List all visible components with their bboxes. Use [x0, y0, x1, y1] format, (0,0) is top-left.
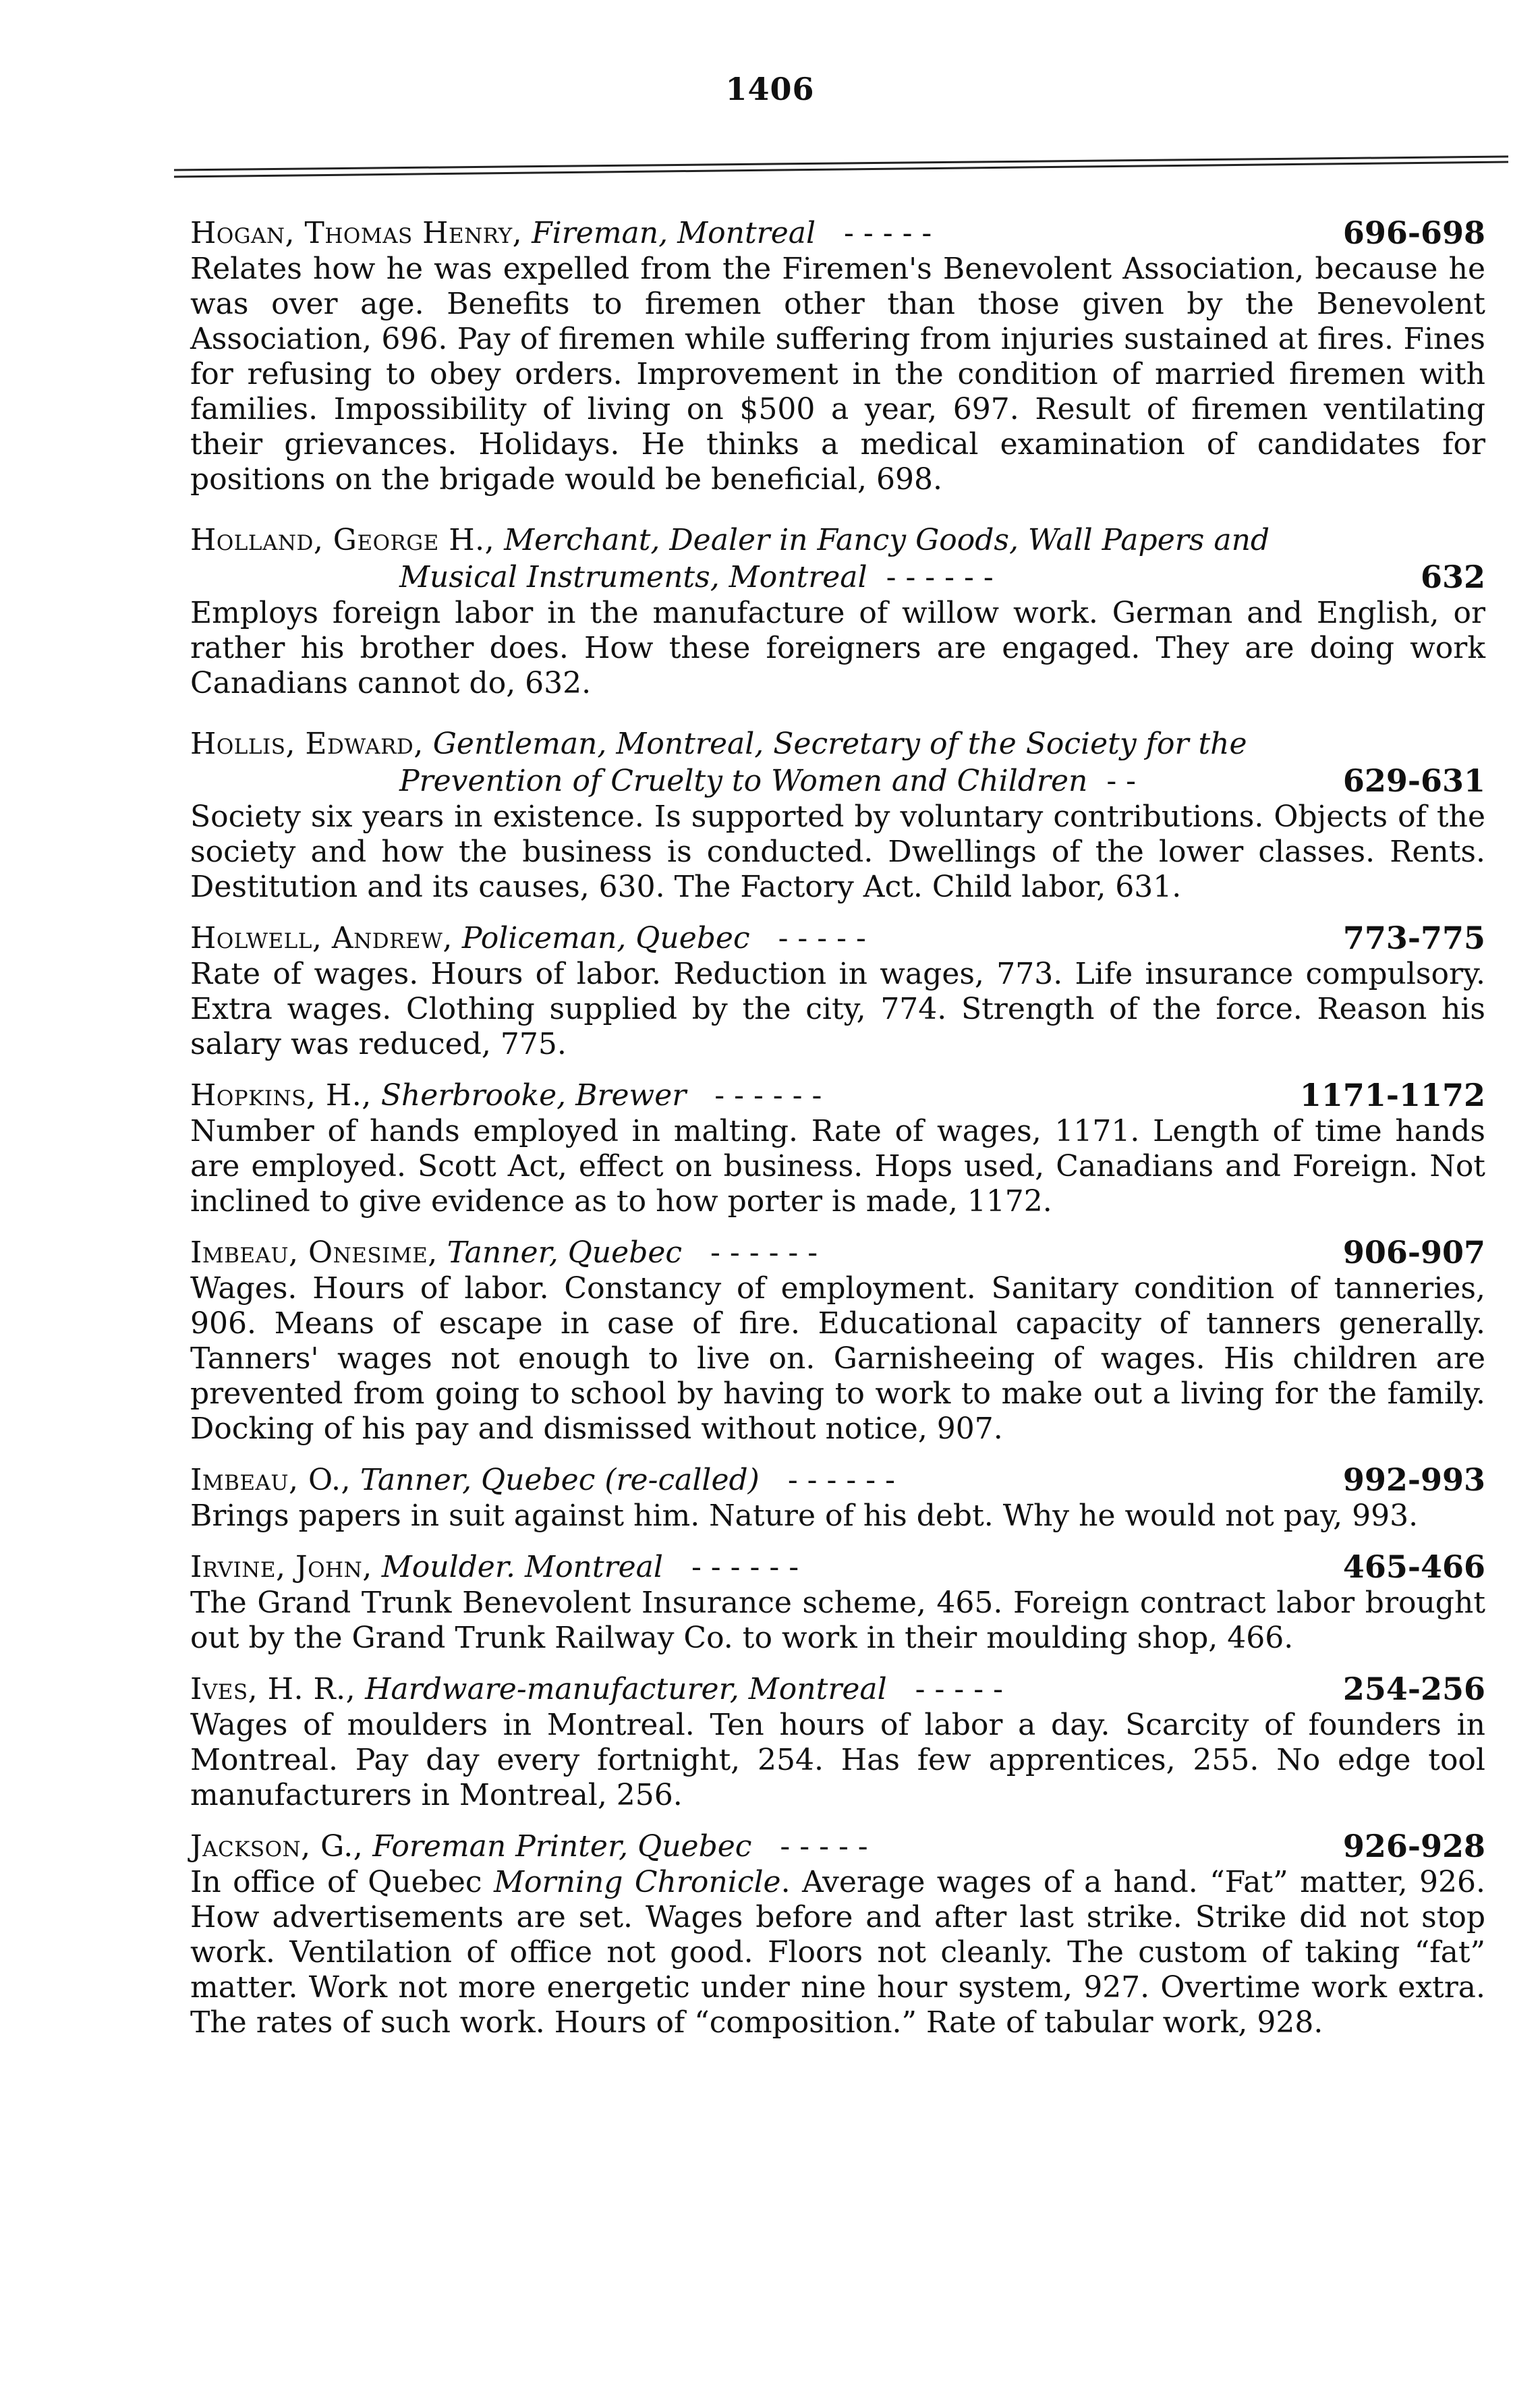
entry-heading	[190, 522, 1485, 596]
witness-description: Policeman, Quebec	[461, 921, 750, 955]
witness-description-line2: Prevention of Cruelty to Women and Children	[399, 764, 1088, 798]
leader-dashes: - - - - -	[844, 216, 932, 250]
witness-description: Moulder. Montreal	[381, 1550, 663, 1584]
index-entry	[190, 1461, 1485, 1534]
witness-name: Holland, George H.,	[190, 523, 495, 557]
witness-name: Imbeau, Onesime,	[190, 1235, 438, 1270]
entry-heading	[190, 1461, 1485, 1499]
page-range: 773-775	[1342, 920, 1485, 956]
witness-description: Foreman Printer, Quebec	[372, 1829, 752, 1864]
page-range: 696-698	[1342, 215, 1485, 251]
newspaper-title: Morning Chronicle	[493, 1865, 781, 1899]
witness-name: Ives, H. R.,	[190, 1672, 356, 1706]
entry-summary: Rate of wages. Hours of labor. Reduction in wages, 773. Life insurance compulsory. Extra wages. Clothing supplied by the city, 774. Strength of the force. Reason his salary was reduced, 775.	[190, 957, 1485, 1061]
page-range: 992-993	[1342, 1461, 1485, 1498]
index-entry	[190, 1671, 1485, 1813]
leader-dashes: - - - - - -	[691, 1550, 799, 1584]
entry-summary	[190, 1865, 1485, 2040]
entry-heading	[190, 920, 1485, 957]
index-entry	[190, 522, 1485, 701]
witness-name: Hollis, Edward,	[190, 727, 424, 761]
index-entry	[190, 920, 1485, 1062]
page-range: 1171-1172	[1299, 1077, 1485, 1113]
witness-description: Tanner, Quebec (re-called)	[360, 1463, 760, 1497]
entry-heading	[190, 1549, 1485, 1586]
witness-name: Imbeau, O.,	[190, 1463, 351, 1497]
entry-summary: The Grand Trunk Benevolent Insurance scheme, 465. Foreign contract labor brought out by the Grand Trunk Railway Co. to work in their moulding shop, 466.	[190, 1586, 1485, 1655]
witness-description: Gentleman, Montreal, Secretary of the Society for the	[432, 727, 1247, 761]
leader-dashes: - - - - -	[780, 1829, 868, 1864]
leader-dashes: - - - - - -	[710, 1235, 818, 1270]
entry-summary: Employs foreign labor in the manufacture of willow work. German and English, or rather his brother does. How these foreigners are engaged. They are doing work Canadians cannot do, 632.	[190, 596, 1485, 700]
leader-dashes: - - - - -	[915, 1672, 1003, 1706]
entry-heading	[190, 1671, 1485, 1708]
witness-description-continued	[190, 762, 1330, 800]
entry-summary: Wages of moulders in Montreal. Ten hours of labor a day. Scarcity of founders in Montreal. Pay day every fortnight, 254. Has few apprentices, 255. No edge tool manufacturers in Montreal, 256.	[190, 1708, 1485, 1812]
page-range: 926-928	[1342, 1828, 1485, 1864]
entry-summary: Relates how he was expelled from the Firemen's Benevolent Association, because he was over age. Benefits to firemen other than those given by the Benevolent Association, 696. Pay of firemen while suffering from injuries sustained at fires. Fines for refusing to obey orders. Improvement in the condition of married firemen with families. Impossibility of living on $500 a year, 697. Result of firemen ventilating their grievances. Holidays. He thinks a medical examination of candidates for positions on the brigade would be beneficial, 698.	[190, 252, 1485, 497]
entry-heading	[190, 725, 1485, 800]
witness-description: Fireman, Montreal	[532, 216, 816, 250]
summary-text-start: In office of Quebec	[190, 1865, 494, 1899]
witness-name: Jackson, G.,	[190, 1829, 364, 1864]
witness-name: Holwell, Andrew,	[190, 921, 453, 955]
summary-text-rest: . Average wages of a hand. “Fat” matter, 926. How advertisements are set. Wages before and after last strike. Strike did not stop work. Ventilation of office not good. Floors not cleanly. The custom of taking “fat” matter. Work not more energetic under nine hour system, 927. Overtime work extra. The rates of such work. Hours of “composition.” Rate of tabular work, 928.	[190, 1865, 1485, 2040]
page-range: 465-466	[1342, 1549, 1485, 1585]
index-entries	[190, 215, 1485, 2055]
entry-heading	[190, 215, 1485, 252]
leader-dashes: - - - - - -	[886, 560, 994, 594]
witness-description-line2: Musical Instruments, Montreal	[399, 560, 867, 594]
witness-name: Hopkins, H.,	[190, 1078, 372, 1113]
index-entry	[190, 1549, 1485, 1656]
entry-heading	[190, 1234, 1485, 1271]
index-entry	[190, 1234, 1485, 1447]
page-range: 629-631	[1342, 762, 1485, 799]
entry-summary: Society six years in existence. Is supported by voluntary contributions. Objects of the society and how the business is conducted. Dwellings of the lower classes. Rents. Destitution and its causes, 630. The Factory Act. Child labor, 631.	[190, 800, 1485, 904]
header-rule	[174, 155, 1508, 196]
entry-heading	[190, 1077, 1485, 1114]
index-entry	[190, 215, 1485, 497]
witness-description: Sherbrooke, Brewer	[380, 1078, 687, 1113]
witness-description: Hardware-manufacturer, Montreal	[365, 1672, 887, 1706]
leader-dashes: - -	[1106, 764, 1137, 798]
witness-description: Merchant, Dealer in Fancy Goods, Wall Papers and	[504, 523, 1270, 557]
page-range: 254-256	[1342, 1671, 1485, 1707]
witness-description-continued	[190, 559, 1330, 596]
page-number: 1406	[725, 71, 815, 107]
witness-description: Tanner, Quebec	[447, 1235, 683, 1270]
entry-summary: Brings papers in suit against him. Nature of his debt. Why he would not pay, 993.	[190, 1499, 1419, 1533]
index-entry	[190, 725, 1485, 905]
entry-heading	[190, 1828, 1485, 1865]
entry-summary: Wages. Hours of labor. Constancy of employment. Sanitary condition of tanneries, 906. Means of escape in case of fire. Educational capacity of tanners generally. Tanners' wages not enough to live on. Garnisheeing of wages. His children are prevented from going to school by having to work to make out a living for the family. Docking of his pay and dismissed without notice, 907.	[190, 1271, 1485, 1446]
entry-summary: Number of hands employed in malting. Rate of wages, 1171. Length of time hands are employed. Scott Act, effect on business. Hops used, Canadians and Foreign. Not inclined to give evidence as to how porter is made, 1172.	[190, 1114, 1485, 1219]
page-range: 632	[1420, 559, 1485, 595]
witness-name: Irvine, John,	[190, 1550, 372, 1584]
index-entry	[190, 1077, 1485, 1219]
witness-name: Hogan, Thomas Henry,	[190, 216, 523, 250]
leader-dashes: - - - - - -	[787, 1463, 895, 1497]
page-range: 906-907	[1342, 1234, 1485, 1271]
leader-dashes: - - - - -	[778, 921, 866, 955]
leader-dashes: - - - - - -	[714, 1078, 822, 1113]
index-entry	[190, 1828, 1485, 2040]
